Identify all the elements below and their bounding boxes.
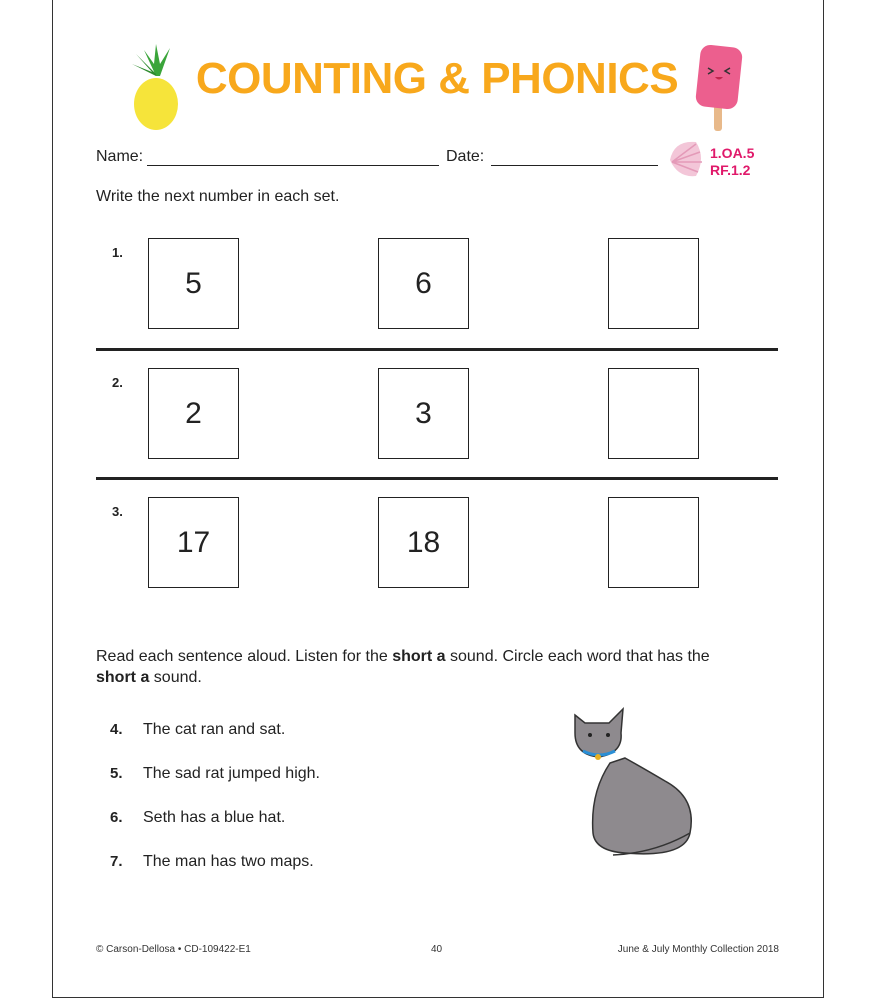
sentence-number: 6.: [110, 809, 123, 826]
text: Read each sentence aloud. Listen for the: [96, 648, 393, 665]
sentence: The sad rat jumped high.: [143, 765, 320, 782]
row-number: 2.: [112, 375, 123, 390]
page-title: COUNTING & PHONICS: [195, 54, 679, 103]
number-box: 5: [148, 238, 239, 329]
seashell-icon: [666, 138, 708, 180]
sentence-number: 4.: [110, 721, 123, 738]
instruction-counting: Write the next number in each set.: [96, 188, 340, 205]
number-box: 2: [148, 368, 239, 459]
divider: [96, 477, 778, 480]
answer-box[interactable]: [608, 368, 699, 459]
date-label: Date:: [446, 148, 485, 165]
number-box: 3: [378, 368, 469, 459]
popsicle-icon: [694, 44, 744, 134]
name-field[interactable]: [147, 148, 439, 166]
text: sound. Circle each word that has the: [445, 648, 710, 665]
sentence-number: 5.: [110, 765, 123, 782]
date-field[interactable]: [491, 148, 658, 166]
text: sound.: [149, 669, 202, 686]
answer-box[interactable]: [608, 238, 699, 329]
standard-code: 1.OA.5: [710, 145, 755, 161]
sentence: The man has two maps.: [143, 853, 314, 870]
row-number: 3.: [112, 504, 123, 519]
cat-illustration: [565, 703, 705, 861]
answer-box[interactable]: [608, 497, 699, 588]
bold-text: short a: [96, 669, 150, 686]
bold-text: short a: [392, 648, 446, 665]
instruction-phonics: [96, 646, 776, 688]
number-box: 18: [378, 497, 469, 588]
number-box: 17: [148, 497, 239, 588]
standard-code: RF.1.2: [710, 162, 751, 178]
name-label: Name:: [96, 148, 144, 165]
footer-copyright: © Carson-Dellosa • CD-109422-E1: [96, 944, 251, 955]
divider: [96, 348, 778, 351]
pineapple-icon: [130, 44, 182, 130]
number-box: 6: [378, 238, 469, 329]
sentence: Seth has a blue hat.: [143, 809, 286, 826]
standards-codes: [710, 145, 754, 179]
footer-page-number: 40: [431, 944, 443, 955]
sentence-number: 7.: [110, 853, 123, 870]
sentence: The cat ran and sat.: [143, 721, 286, 738]
footer-collection: June & July Monthly Collection 2018: [617, 944, 779, 955]
row-number: 1.: [112, 245, 123, 260]
